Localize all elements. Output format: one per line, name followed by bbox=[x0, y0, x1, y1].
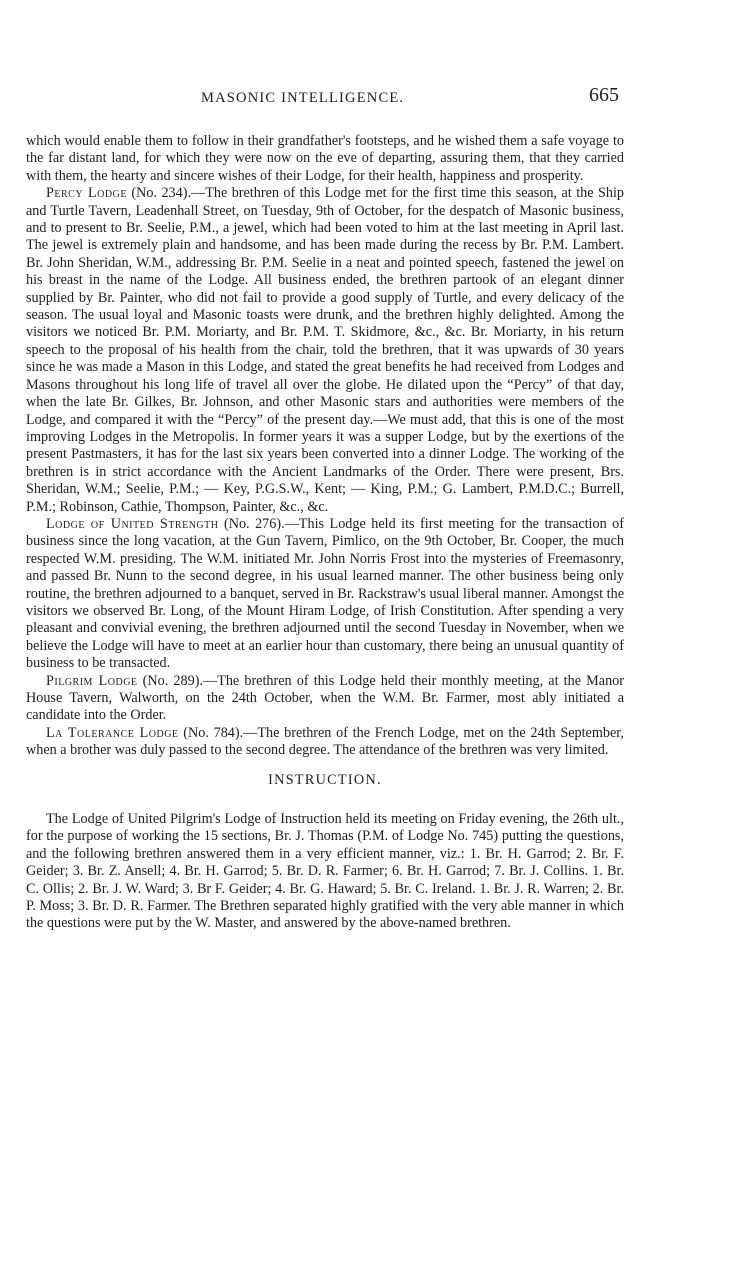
section-heading-instruction: INSTRUCTION. bbox=[268, 771, 382, 788]
paragraph-text: (No. 784).—The brethren of the French Lodge, met on the 24th September, when a brother was duly passed to the second degree. The attendance of the brethren was very limited. bbox=[26, 724, 624, 759]
page-header bbox=[26, 0, 624, 106]
lodge-name: La Tolerance Lodge bbox=[46, 724, 179, 741]
paragraph-text: (No. 276).—This Lodge held its first meeting for the transaction of business since the long vacation, at the Gun Tavern, Pimlico, on the 9th October, Br. Cooper, the much respected W.M. presiding. The W.M. initiated Mr. John Norris Frost into the mysteries of Freemasonry, and passed Br. Nunn to the second degree, in his usual learned manner. The other business being only routine, the brethren adjourned to a banquet, served in Br. Rackstraw's usual liberal manner. Amongst the visitors we observed Br. Long, of the Mount Hiram Lodge, of Irish Constitution. After spending a very pleasant and convivial evening, the brethren adjourned until the second Tuesday in November, when we believe the Lodge will have to meet at an earlier hour than customary, there being an unusual quantity of business to be transacted. bbox=[26, 515, 624, 672]
paragraph-continuation bbox=[26, 133, 624, 185]
paragraph-percy-lodge bbox=[26, 185, 624, 516]
page-number: 665 bbox=[589, 84, 619, 106]
lodge-name: Pilgrim Lodge bbox=[46, 672, 138, 689]
paragraph-lodge-of-united-strength bbox=[26, 516, 624, 673]
lodge-name: Lodge of United Strength bbox=[46, 515, 219, 532]
document-page bbox=[26, 0, 624, 932]
running-title: MASONIC INTELLIGENCE. bbox=[201, 90, 405, 106]
paragraph-instruction bbox=[26, 811, 624, 933]
paragraph-text: The Lodge of United Pilgrim's Lodge of Instruction held its meeting on Friday evening, the 26th ult., for the purpose of working the 15 sections, Br. J. Thomas (P.M. of Lodge No. 745) putting the questions, and the following brethren answered them in a very efficient manner, viz.: 1. Br. H. Garrod; 2. Br. F. Geider; 3. Br. Z. Ansell; 4. Br. H. Garrod; 5. Br. D. R. Farmer; 6. Br. H. Garrod; 7. Br. J. Collins. 1. Br. C. Ollis; 2. Br. J. W. Ward; 3. Br F. Geider; 4. Br. G. Haward; 5. Br. C. Ireland. 1. Br. J. R. Warren; 2. Br. P. Moss; 3. Br. D. R. Farmer. The Brethren separated highly gratified with the very able manner in which the questions were put by the W. Master, and answered by the above-named brethren. bbox=[26, 811, 624, 932]
paragraph-text: (No. 234).—The brethren of this Lodge met for the first time this season, at the Ship and Turtle Tavern, Leadenhall Street, on Tuesday, 9th of October, for the despatch of Masonic business, and to present to Br. Seelie, P.M., a jewel, which had been voted to him at the last meeting in April last. The jewel is extremely plain and handsome, and has been made during the recess by Br. P.M. Lambert. Br. John Sheridan, W.M., addressing Br. P.M. Seelie in a neat and pointed speech, fastened the jewel on his breast in the name of the Lodge. All business ended, the brethren partook of an elegant dinner supplied by Br. Painter, who did not fail to provide a good supply of Turtle, and every delicacy of the season. The usual loyal and Masonic toasts were drunk, and the brethren highly delighted. Among the visitors we noticed Br. P.M. Moriarty, and Br. P.M. T. Skidmore, &c., &c. Br. Moriarty, in his return speech to the proposal of his health from the chair, told the brethren, that it was upwards of 30 years since he was made a Mason in this Lodge, and stated the great benefits he had received from Lodges and Masons throughout his long life of travel all over the globe. He dilated upon the “Percy” of that day, when the late Br. Gilkes, Br. Johnson, and other Masonic stars and authorities were members of the Lodge, and compared it with the “Percy” of the present day.—We must add, that this is one of the most improving Lodges in the Metropolis. In former years it was a supper Lodge, but by the exertions of the present Pastmasters, it has for the last six years been converted into a dinner Lodge. The working of the brethren is in strict accordance with the Ancient Landmarks of the Order. There were present, Brs. Sheridan, W.M.; Seelie, P.M.; — Key, P.G.S.W., Kent; — King, P.M.; G. Lambert, P.M.D.C.; Burrell, P.M.; Robinson, Cathie, Thompson, Painter, &c., &c. bbox=[26, 185, 624, 515]
paragraph-text: (No. 289).—The brethren of this Lodge held their monthly meeting, at the Manor House Tavern, Walworth, on the 24th October, when the W.M. Br. Farmer, most ably initiated a candidate into the Order. bbox=[26, 672, 624, 724]
paragraph-la-tolerance-lodge bbox=[26, 725, 624, 760]
paragraph-text: which would enable them to follow in their grandfather's footsteps, and he wished them a safe voyage to the far distant land, for which they were now on the eve of departing, assuring them, that they carried with them, the hearty and sincere wishes of their Lodge, for their health, happiness and prosperity. bbox=[26, 133, 624, 184]
article-body bbox=[26, 133, 624, 933]
paragraph-pilgrim-lodge bbox=[26, 673, 624, 725]
lodge-name: Percy Lodge bbox=[46, 185, 127, 202]
